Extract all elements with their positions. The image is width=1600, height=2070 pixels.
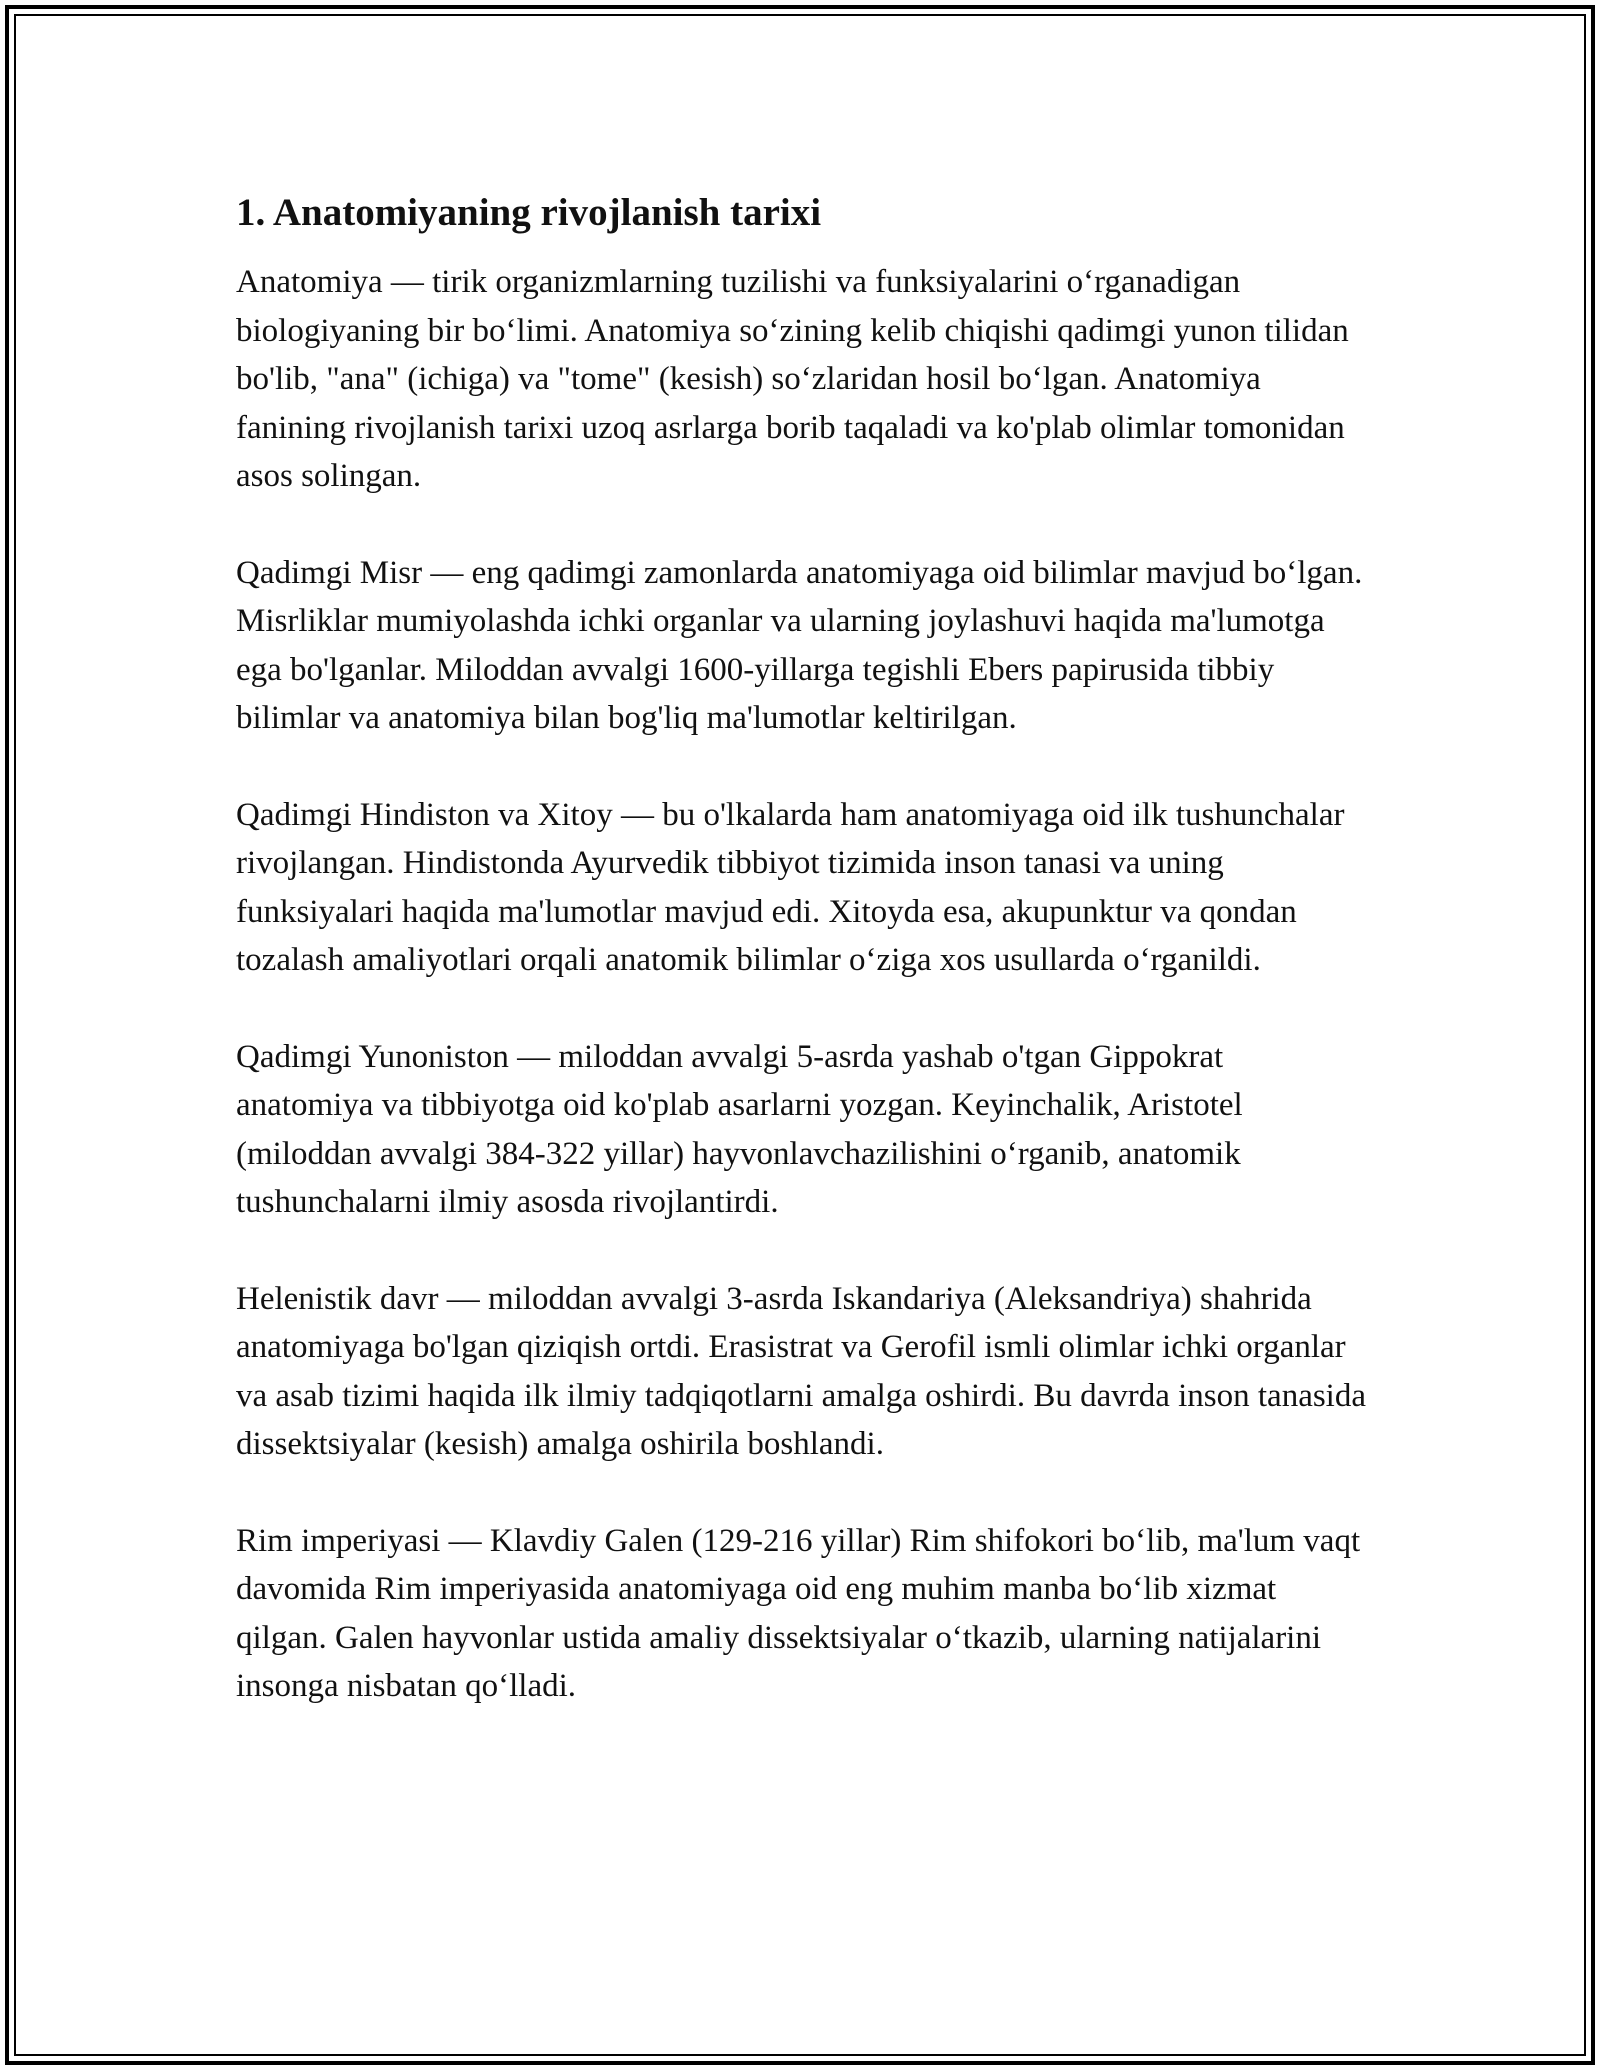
paragraph-qadimgi-yunoniston: Qadimgi Yunoniston — miloddan avvalgi 5-asrda yashab o'tgan Gippokrat anatomiya va tibbiyotga oid ko'plab asarlarni yozgan. Keyinchalik, Aristotel (miloddan avvalgi 384-322 yillar) hayvonlavchazilishini oʻrganib, anatomik tushunchalarni ilmiy asosda rivojlantirdi.	[236, 1038, 1243, 1220]
section-heading: 1. Anatomiyaning rivojlanish tarixi	[236, 191, 822, 234]
paragraph-rim-imperiyasi: Rim imperiyasi — Klavdiy Galen (129-216 yillar) Rim shifokori boʻlib, ma'lum vaqt davomida Rim imperiyasida anatomiyaga oid eng muhim manba boʻlib xizmat qilgan. Galen hayvonlar ustida amaliy dissektsiyalar oʻtkazib, ularning natijalarini insonga nisbatan qoʻlladi.	[236, 1522, 1361, 1704]
paragraph-hindiston-xitoy: Qadimgi Hindiston va Xitoy — bu o'lkalarda ham anatomiyaga oid ilk tushunchalar rivojlangan. Hindistonda Ayurvedik tibbiyot tizimida inson tanasi va uning funksiyalari haqida ma'lumotlar mavjud edi. Xitoyda esa, akupunktur va qondan tozalash amaliyotlari orqali anatomik bilimlar oʻziga xos usullarda oʻrganildi.	[236, 796, 1345, 978]
paragraph-qadimgi-misr: Qadimgi Misr — eng qadimgi zamonlarda anatomiyaga oid bilimlar mavjud boʻlgan. Misrliklar mumiyolashda ichki organlar va ularning joylashuvi haqida ma'lumotga ega bo'lganlar. Miloddan avvalgi 1600-yillarga tegishli Ebers papirusida tibbiy bilimlar va anatomiya bilan bog'liq ma'lumotlar keltirilgan.	[236, 554, 1363, 736]
paragraph-helenistik-davr: Helenistik davr — miloddan avvalgi 3-asrda Iskandariya (Aleksandriya) shahrida anatomiyaga bo'lgan qiziqish ortdi. Erasistrat va Gerofil ismli olimlar ichki organlar va asab tizimi haqida ilk ilmiy tadqiqotlarni amalga oshirdi. Bu davrda inson tanasida dissektsiyalar (kesish) amalga oshirila boshlandi.	[236, 1280, 1366, 1462]
paragraph-anatomiya: Anatomiya — tirik organizmlarning tuzilishi va funksiyalarini oʻrganadigan biologiyaning bir boʻlimi. Anatomiya soʻzining kelib chiqishi qadimgi yunon tilidan bo'lib, "ana" (ichiga) va "tome" (kesish) soʻzlaridan hosil boʻlgan. Anatomiya fanining rivojlanish tarixi uzoq asrlarga borib taqaladi va ko'plab olimlar tomonidan asos solingan.	[236, 264, 1349, 494]
document-body	[236, 188, 1366, 1759]
